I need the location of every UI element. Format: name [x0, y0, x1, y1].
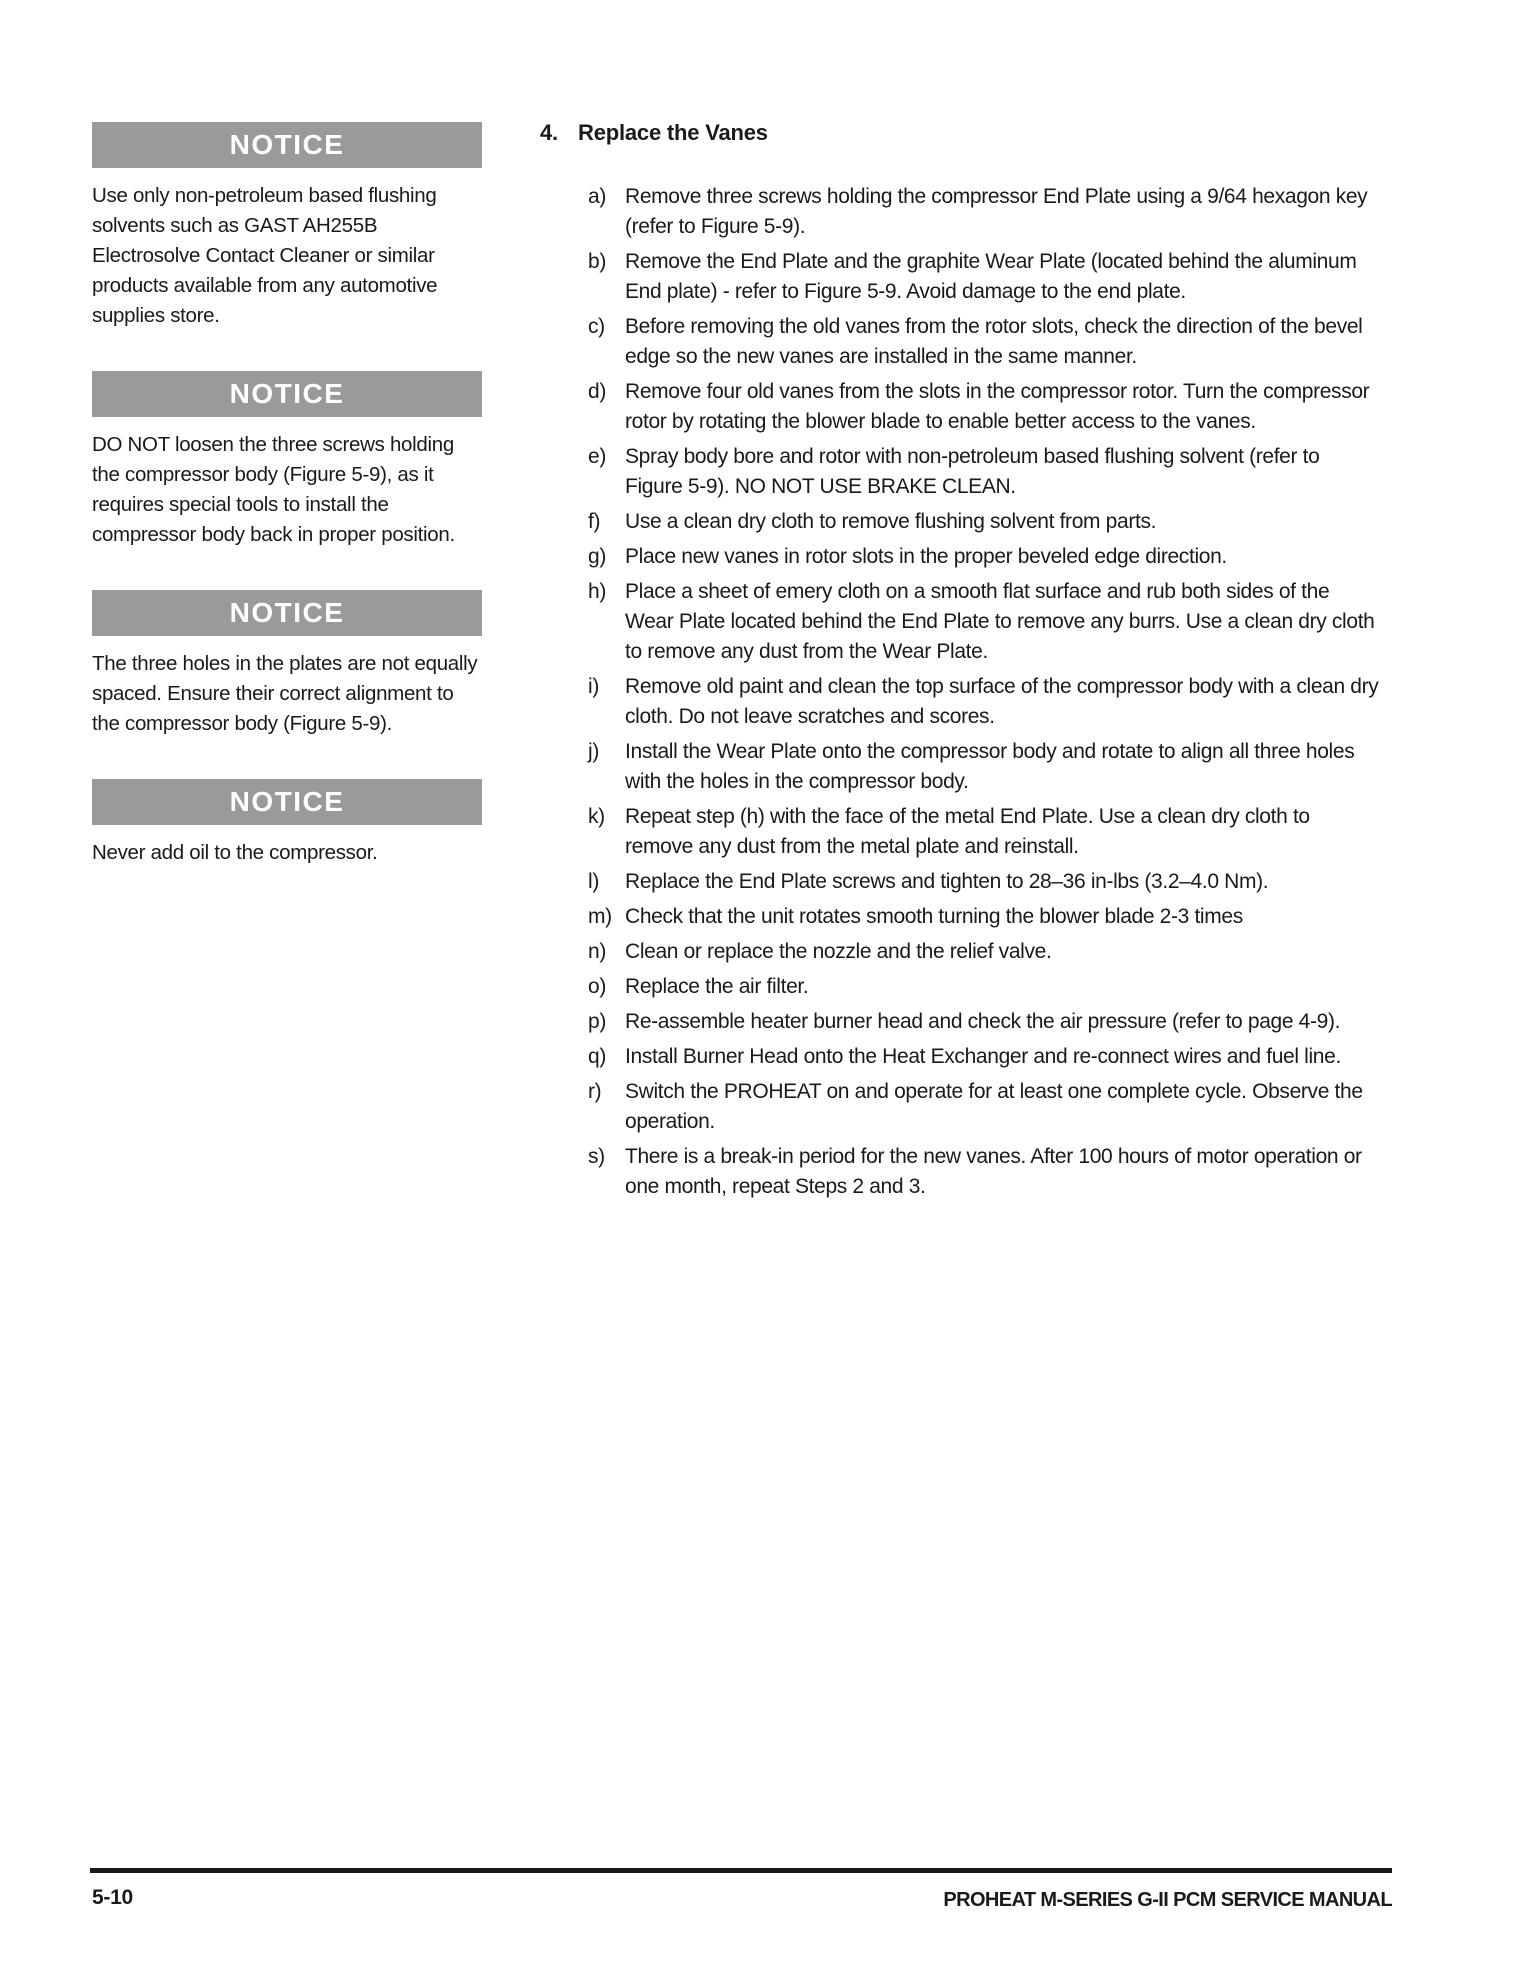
notice-title: NOTICE	[229, 129, 345, 160]
notice-title: NOTICE	[229, 786, 345, 817]
notice-body-text: Use only non-petroleum based flushing solvents such as GAST AH255B Electrosolve Contact Cleaner or similar products available from any automotive supplies store.	[92, 184, 438, 327]
step-label: p)	[588, 1010, 606, 1033]
procedure-step	[588, 1142, 1400, 1202]
step-label: j)	[588, 740, 599, 763]
procedure-step	[588, 507, 1400, 537]
procedure-number: 4.	[540, 120, 558, 145]
procedure-step	[588, 1007, 1400, 1037]
step-label: g)	[588, 545, 606, 568]
procedure-step	[588, 937, 1400, 967]
procedure-step	[588, 972, 1400, 1002]
step-text: Before removing the old vanes from the rotor slots, check the direction of the bevel edge so the new vanes are installed in the same manner.	[625, 315, 1363, 368]
procedure-step	[588, 312, 1400, 372]
procedure-heading	[540, 118, 1400, 148]
step-label: s)	[588, 1145, 605, 1168]
manual-title: PROHEAT M-SERIES G-II PCM SERVICE MANUAL	[943, 1889, 1392, 1911]
step-text: Remove three screws holding the compressor End Plate using a 9/64 hexagon key (refer to Figure 5-9).	[625, 185, 1368, 238]
procedure-step	[588, 672, 1400, 732]
procedure-step	[588, 377, 1400, 437]
step-text: Remove four old vanes from the slots in the compressor rotor. Turn the compressor rotor by rotating the blower blade to enable better access to the vanes.	[625, 380, 1370, 433]
step-label: o)	[588, 975, 606, 998]
step-label: d)	[588, 380, 606, 403]
step-text: There is a break-in period for the new vanes. After 100 hours of motor operation or one month, repeat Steps 2 and 3.	[625, 1145, 1362, 1198]
step-label: i)	[588, 675, 599, 698]
procedure-steps-list	[540, 182, 1400, 1202]
step-label: f)	[588, 510, 601, 533]
notice-body-text: The three holes in the plates are not equally spaced. Ensure their correct alignment to the compressor body (Figure 5-9).	[92, 652, 478, 735]
notices-column	[92, 122, 482, 908]
step-text: Remove the End Plate and the graphite Wear Plate (located behind the aluminum End plate) - refer to Figure 5-9. Avoid damage to the end plate.	[625, 250, 1357, 303]
notice-block	[92, 590, 482, 739]
step-label: k)	[588, 805, 605, 828]
step-label: h)	[588, 580, 606, 603]
step-text: Remove old paint and clean the top surface of the compressor body with a clean dry cloth. Do not leave scratches and scores.	[625, 675, 1379, 728]
step-text: Replace the End Plate screws and tighten to 28–36 in-lbs (3.2–4.0 Nm).	[625, 870, 1269, 893]
step-label: c)	[588, 315, 605, 338]
procedure-step	[588, 737, 1400, 797]
notice-title: NOTICE	[229, 378, 345, 409]
notice-header-bar	[92, 779, 482, 825]
step-text: Place new vanes in rotor slots in the proper beveled edge direction.	[625, 545, 1227, 568]
procedure-step	[588, 577, 1400, 667]
notice-body-text: Never add oil to the compressor.	[92, 841, 378, 864]
procedure-step	[588, 1077, 1400, 1137]
procedure-step	[588, 1042, 1400, 1072]
step-label: l)	[588, 870, 599, 893]
page-number: 5-10	[92, 1886, 133, 1909]
notice-header-bar	[92, 590, 482, 636]
notice-block	[92, 122, 482, 331]
step-text: Re-assemble heater burner head and check the air pressure (refer to page 4-9).	[625, 1010, 1341, 1033]
procedure-step	[588, 542, 1400, 572]
step-label: m)	[588, 905, 612, 928]
procedure-column	[540, 118, 1400, 1207]
step-text: Use a clean dry cloth to remove flushing solvent from parts.	[625, 510, 1157, 533]
step-text: Repeat step (h) with the face of the metal End Plate. Use a clean dry cloth to remove any dust from the metal plate and reinstall.	[625, 805, 1310, 858]
step-label: n)	[588, 940, 606, 963]
step-text: Install Burner Head onto the Heat Exchanger and re-connect wires and fuel line.	[625, 1045, 1341, 1068]
notice-block	[92, 779, 482, 868]
procedure-step	[588, 902, 1400, 932]
procedure-step	[588, 182, 1400, 242]
notice-body-text: DO NOT loosen the three screws holding the compressor body (Figure 5-9), as it requires special tools to install the compressor body back in proper position.	[92, 433, 455, 546]
procedure-step	[588, 802, 1400, 862]
procedure-step	[588, 247, 1400, 307]
footer-divider	[90, 1868, 1392, 1873]
step-text: Replace the air filter.	[625, 975, 809, 998]
step-text: Clean or replace the nozzle and the relief valve.	[625, 940, 1052, 963]
step-text: Install the Wear Plate onto the compressor body and rotate to align all three holes with the holes in the compressor body.	[625, 740, 1355, 793]
step-text: Switch the PROHEAT on and operate for at least one complete cycle. Observe the operation.	[625, 1080, 1363, 1133]
step-label: q)	[588, 1045, 606, 1068]
procedure-title: Replace the Vanes	[578, 120, 768, 145]
step-text: Place a sheet of emery cloth on a smooth flat surface and rub both sides of the Wear Plate located behind the End Plate to remove any burrs. Use a clean dry cloth to remove any dust from the Wear Plate.	[625, 580, 1375, 663]
notice-block	[92, 371, 482, 550]
notice-header-bar	[92, 371, 482, 417]
step-text: Spray body bore and rotor with non-petroleum based flushing solvent (refer to Figure 5-9). NO NOT USE BRAKE CLEAN.	[625, 445, 1320, 498]
procedure-step	[588, 442, 1400, 502]
step-text: Check that the unit rotates smooth turning the blower blade 2-3 times	[625, 905, 1243, 928]
notice-header-bar	[92, 122, 482, 168]
procedure-step	[588, 867, 1400, 897]
step-label: b)	[588, 250, 606, 273]
step-label: a)	[588, 185, 606, 208]
step-label: r)	[588, 1080, 602, 1103]
step-label: e)	[588, 445, 606, 468]
notice-title: NOTICE	[229, 597, 345, 628]
